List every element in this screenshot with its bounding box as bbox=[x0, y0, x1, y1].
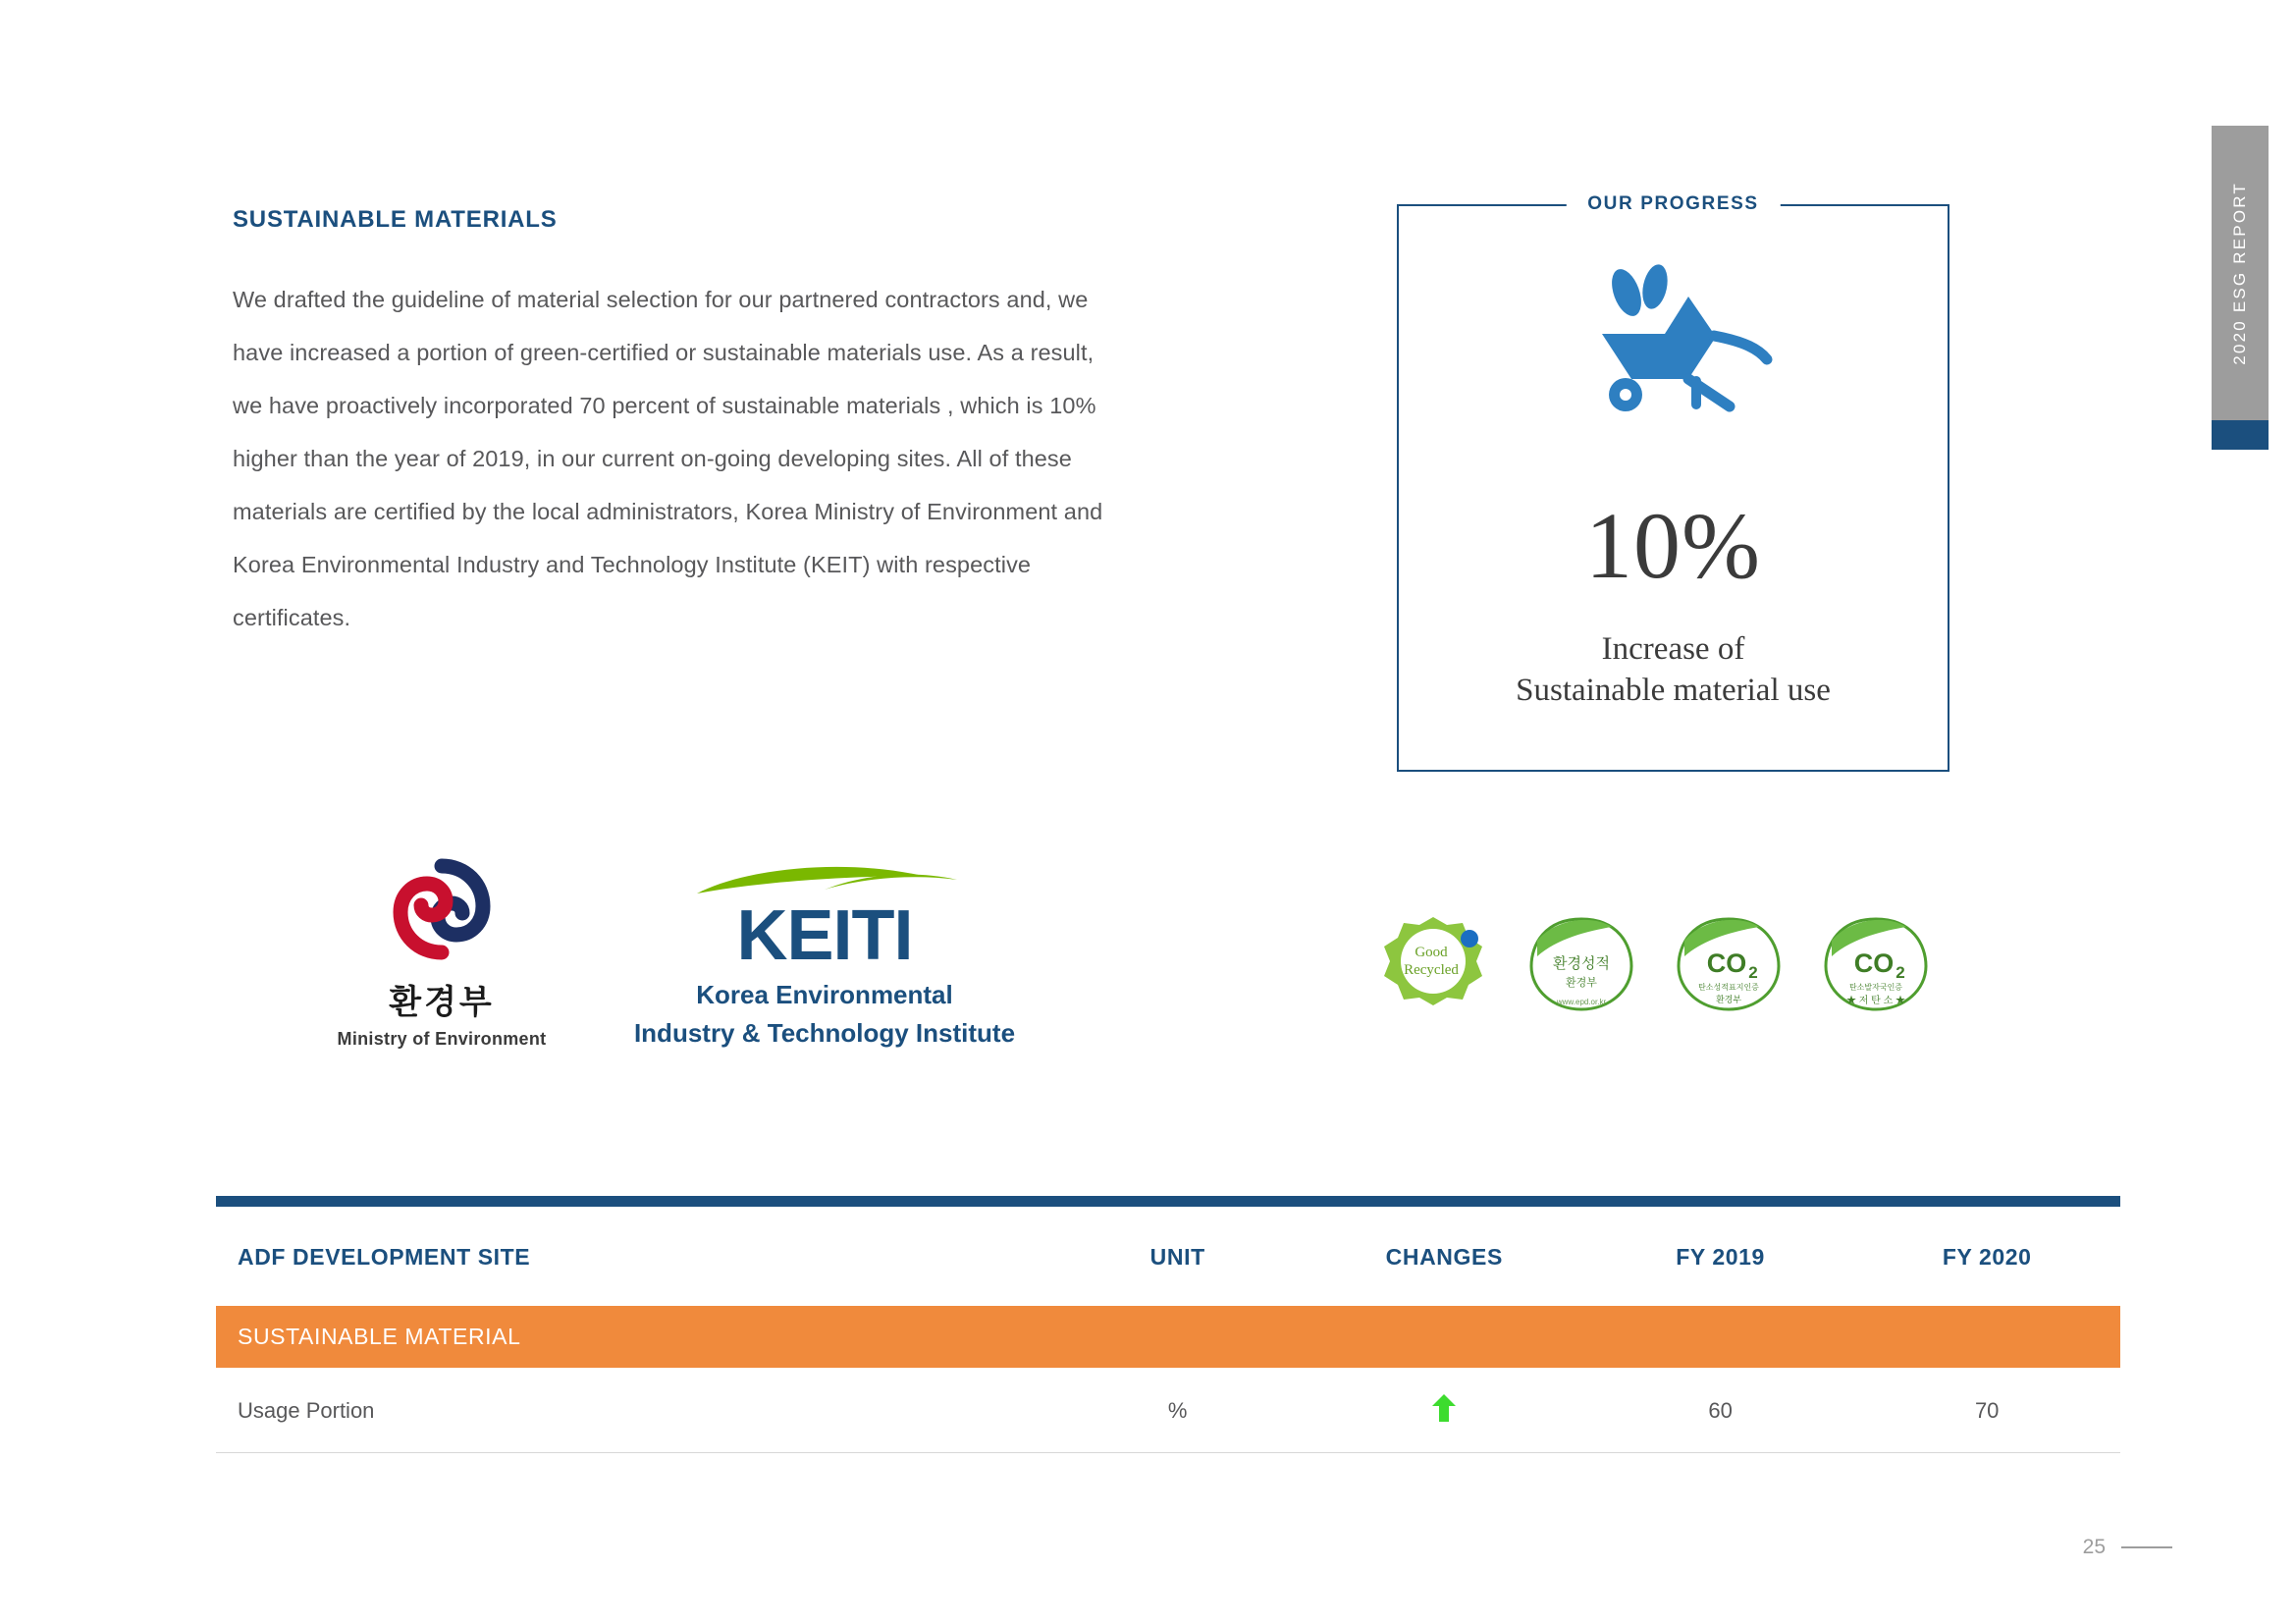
table-category-row bbox=[216, 1306, 2120, 1368]
page-rule bbox=[2121, 1546, 2172, 1548]
table-header-unit: UNIT bbox=[1149, 1244, 1205, 1270]
keiti-logo bbox=[604, 864, 1045, 1051]
co2-low-carbon-mark bbox=[1671, 911, 1787, 1024]
keiti-subtitle-line1: Korea Environmental bbox=[696, 980, 953, 1009]
sustainable-materials-section bbox=[233, 206, 1116, 668]
arrow-up-icon bbox=[1431, 1403, 1457, 1428]
svg-text:★ 저 탄 소 ★: ★ 저 탄 소 ★ bbox=[1845, 995, 1906, 1006]
certification-marks bbox=[1374, 908, 1934, 1026]
ministry-of-environment-logo bbox=[314, 854, 569, 1050]
good-recycled-mark bbox=[1374, 911, 1492, 1024]
page-number: 25 bbox=[2082, 1536, 2106, 1558]
report-side-tab bbox=[2212, 126, 2269, 420]
svg-text:탄소성적표지인증: 탄소성적표지인증 bbox=[1698, 982, 1759, 992]
korea-taegeuk-icon bbox=[314, 854, 569, 967]
progress-caption-line1: Increase of bbox=[1601, 631, 1745, 667]
svg-text:Good: Good bbox=[1415, 944, 1448, 960]
side-tab-accent bbox=[2212, 420, 2269, 450]
progress-caption-line2: Sustainable material use bbox=[1516, 673, 1831, 708]
wheelbarrow-leaf-icon bbox=[1571, 257, 1777, 424]
row-fy2019-value: 60 bbox=[1587, 1368, 1854, 1453]
table-header-changes: CHANGES bbox=[1385, 1244, 1503, 1270]
svg-text:CO: CO bbox=[1853, 947, 1895, 978]
co2-carbon-neutral-mark bbox=[1818, 911, 1934, 1024]
svg-text:탄소발자국인증: 탄소발자국인증 bbox=[1848, 982, 1903, 992]
table-row bbox=[216, 1368, 2120, 1453]
svg-text:환경부: 환경부 bbox=[1715, 994, 1742, 1004]
table-header-site: ADF DEVELOPMENT SITE bbox=[238, 1244, 531, 1270]
ministry-logo-korean: 환경부 bbox=[389, 984, 495, 1021]
table-header-row bbox=[216, 1207, 2120, 1306]
side-tab-label: 2020 ESG REPORT bbox=[2230, 181, 2249, 365]
section-body-text: We drafted the guideline of material selection for our partnered contractors and, we have increased a portion of green-certified or sustainable materials use. As a result, we have proactively incorporated 70 percent of sustainable materials , which is 10% higher than the year of 2019, in our current on-going developing sites. All of these materials are certified by the local administrators, Korea Ministry of Environment and Korea Environmental Industry and Technology Institute (KEIT) with respective certificates. bbox=[233, 287, 1103, 630]
progress-value: 10% bbox=[1585, 493, 1761, 598]
sustainable-material-table bbox=[216, 1196, 2120, 1453]
page-title: SUSTAINABLE MATERIALS bbox=[233, 206, 558, 233]
table-header-fy2019: FY 2019 bbox=[1676, 1244, 1765, 1270]
svg-text:2: 2 bbox=[1748, 962, 1758, 982]
row-unit: % bbox=[1054, 1368, 1302, 1453]
our-progress-label: OUR PROGRESS bbox=[1566, 193, 1780, 215]
row-label-usage-portion: Usage Portion bbox=[216, 1368, 1054, 1453]
row-change-indicator bbox=[1302, 1368, 1587, 1453]
svg-text:환경부: 환경부 bbox=[1566, 976, 1597, 989]
our-progress-card bbox=[1397, 193, 1949, 772]
keiti-leaf-icon bbox=[604, 864, 1045, 897]
svg-text:환경성적: 환경성적 bbox=[1553, 954, 1610, 972]
page-footer bbox=[2083, 1536, 2172, 1559]
keiti-subtitle-line2: Industry & Technology Institute bbox=[633, 1018, 1016, 1048]
table-top-rule bbox=[216, 1196, 2120, 1207]
row-fy2020-value: 70 bbox=[1853, 1368, 2120, 1453]
svg-text:CO: CO bbox=[1706, 947, 1747, 978]
table-header-fy2020: FY 2020 bbox=[1942, 1244, 2032, 1270]
environmental-performance-mark bbox=[1523, 911, 1639, 1024]
svg-text:2: 2 bbox=[1896, 962, 1905, 982]
keiti-wordmark: KEITI bbox=[736, 896, 913, 975]
ministry-logo-english: Ministry of Environment bbox=[337, 1029, 547, 1049]
table-category-label: SUSTAINABLE MATERIAL bbox=[216, 1306, 2120, 1368]
svg-text:Recycled: Recycled bbox=[1404, 961, 1459, 978]
progress-caption bbox=[1399, 628, 1948, 711]
svg-text:www.epd.or.kr: www.epd.or.kr bbox=[1556, 997, 1607, 1006]
